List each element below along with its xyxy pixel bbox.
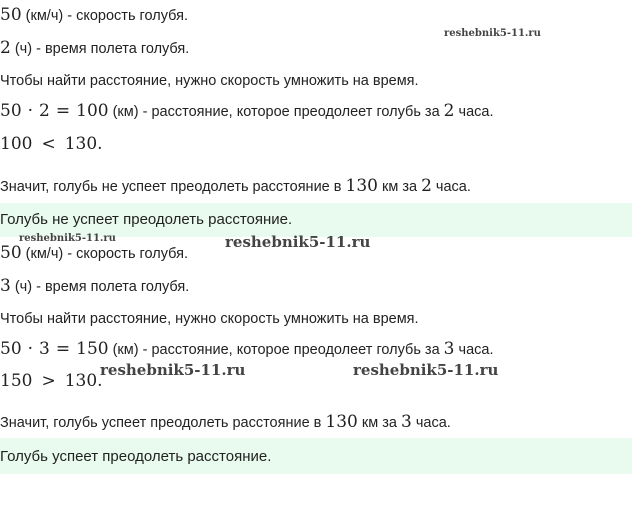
conclusion-hours: 2 [421, 176, 432, 196]
calc-text: (км) - расстояние, которое преодолеет голубь за [108, 342, 444, 358]
compare-op: < [41, 134, 56, 154]
compare-line-2 [0, 372, 103, 391]
conclusion-tail: часа. [431, 179, 471, 195]
calc-eq: = [55, 339, 71, 359]
calc-b: 2 [39, 101, 50, 121]
calc-op: · [27, 339, 34, 359]
speed-line-2 [0, 244, 188, 263]
compare-op: > [41, 371, 56, 391]
calc-text: (км) - расстояние, которое преодолеет голубь за [108, 104, 444, 120]
conclusion-pre: Значит, голубь не успеет преодолеть расстояние в [0, 179, 346, 195]
conclusion-dist: 130 [345, 176, 378, 196]
calc-eq: = [55, 101, 71, 121]
speed-line-1 [0, 6, 188, 25]
calc-b: 3 [39, 339, 50, 359]
speed-text: (км/ч) - скорость голубя. [21, 8, 188, 24]
time-line-2 [0, 277, 189, 296]
rule-line-1: Чтобы найти расстояние, нужно скорость умножить на время. [0, 73, 419, 89]
watermark: reshebnik5-11.ru [444, 28, 541, 39]
watermark: reshebnik5-11.ru [225, 233, 371, 251]
compare-line-1 [0, 135, 103, 154]
speed-value: 50 [0, 5, 22, 25]
calc-result: 150 [76, 339, 109, 359]
calc-a: 50 [0, 339, 22, 359]
speed-value: 50 [0, 243, 22, 263]
watermark: reshebnik5-11.ru [100, 361, 246, 379]
calc-result: 100 [76, 101, 109, 121]
watermark: reshebnik5-11.ru [353, 361, 499, 379]
conclusion-tail: часа. [411, 415, 451, 431]
compare-b: 130. [64, 134, 103, 154]
conclusion-dist: 130 [325, 412, 358, 432]
compare-b: 130. [64, 371, 103, 391]
time-line-1 [0, 39, 189, 58]
conclusion-mid: км за [377, 179, 422, 195]
calc-a: 50 [0, 101, 22, 121]
speed-text: (км/ч) - скорость голубя. [21, 246, 188, 262]
calc-hours: 3 [443, 339, 455, 359]
calc-op: · [27, 101, 34, 121]
calc-hours: 2 [443, 101, 455, 121]
conclusion-mid: км за [357, 415, 401, 431]
conclusion-hours: 3 [400, 412, 412, 432]
rule-line-2: Чтобы найти расстояние, нужно скорость умножить на время. [0, 311, 419, 327]
answer-text-1: Голубь не успеет преодолеть расстояние. [0, 211, 293, 228]
time-text: (ч) - время полета голубя. [10, 279, 190, 295]
calc-line-1 [0, 102, 494, 121]
answer-box-2 [0, 438, 632, 474]
time-text: (ч) - время полета голубя. [10, 41, 190, 57]
conclusion-line-1 [0, 177, 471, 196]
answer-box-1 [0, 203, 632, 237]
compare-a: 100 [0, 134, 33, 154]
calc-line-2 [0, 340, 494, 359]
calc-tail: часа. [454, 104, 494, 120]
calc-tail: часа. [454, 342, 494, 358]
compare-a: 150 [0, 371, 33, 391]
answer-text-2: Голубь успеет преодолеть расстояние. [0, 448, 272, 465]
conclusion-line-2 [0, 413, 451, 432]
watermark: reshebnik5-11.ru [19, 233, 116, 244]
conclusion-pre: Значит, голубь успеет преодолеть расстояние в [0, 415, 326, 431]
time-value: 2 [0, 38, 11, 58]
time-value: 3 [0, 276, 11, 296]
